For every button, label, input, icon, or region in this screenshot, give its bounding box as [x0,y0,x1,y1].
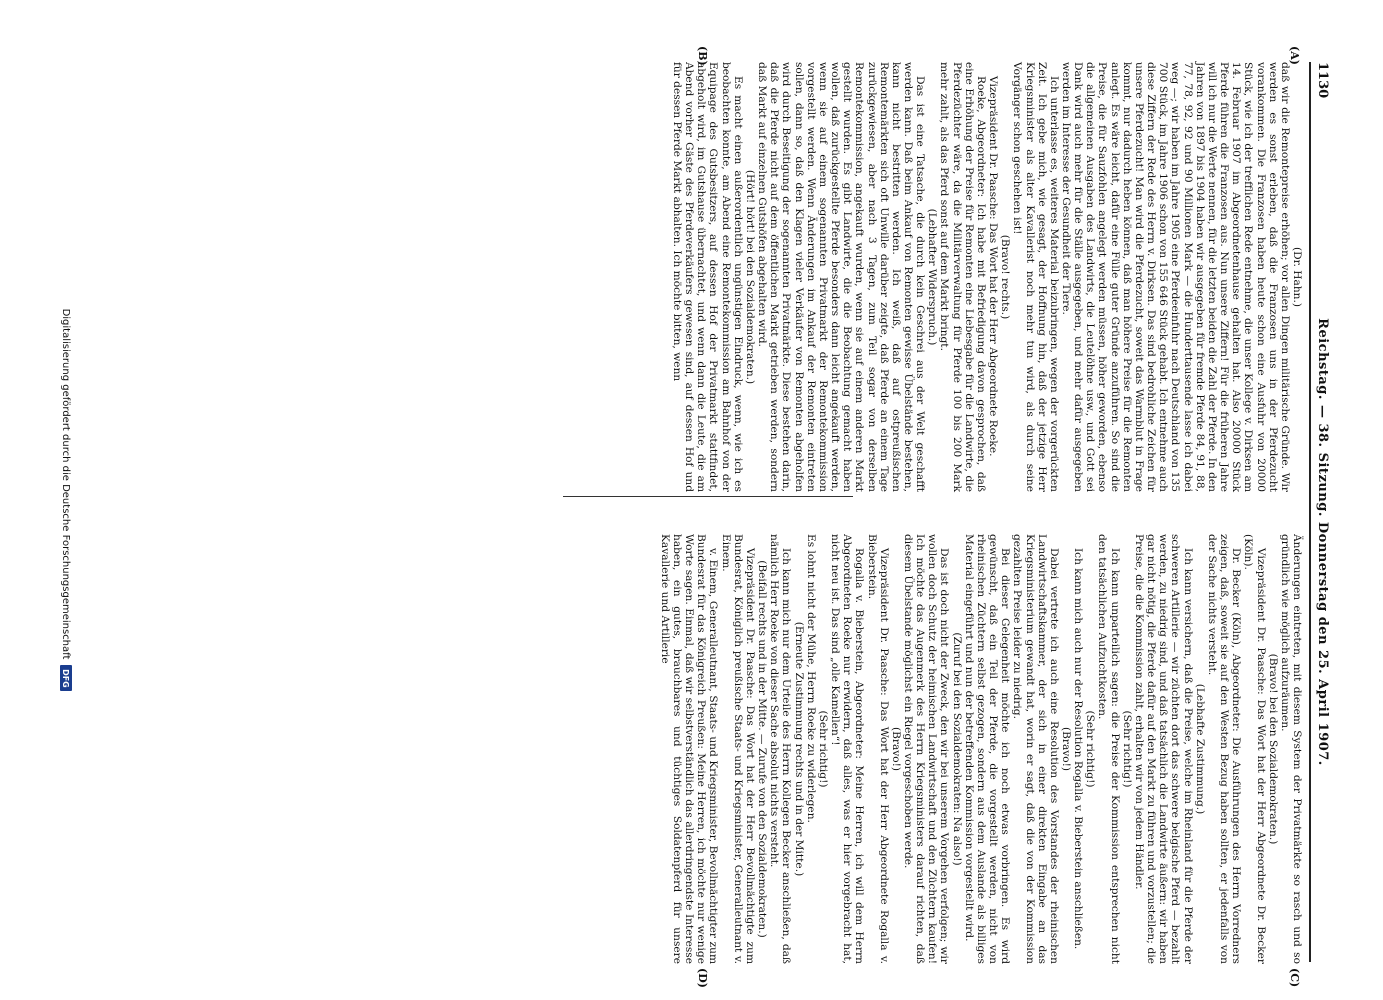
margin-letter-b: (B) [696,46,709,66]
paragraph: Vizepräsident Dr. Paasche: Das Wort hat der Herr Abgeordnete Rogalla v. Bieberstein. [865,534,890,964]
paragraph: Ich kann unparteilich sagen: die Preise der Kommission entsprechen nicht den tatsächlichen Aufzuchtkosten. [1096,534,1121,964]
column-divider [563,496,853,497]
paragraph: Vizepräsident Dr. Paasche: Das Wort hat der Herr Abgeordnete Roeke. [987,76,1000,457]
paragraph: (Dr. Hahn.) [1291,247,1303,307]
paragraph: (Sehr richtig!) [1120,710,1133,788]
paragraph: Ich kann versichern, daß die Preise, welche im Rheinland für die Pferde der schweren Artillerie — wir züchten dort das schwere belgische Pferd — bezahlt werden, zu niedrig sind, und daß tatsächlich die Landwirte äußern: wir haben gar nicht nötig, die Pferde dafür auf den Markt zu führen und vorzustellen; die Preise, die die Kommission zahlt, erhalten wir von jedem Händler. [1132,534,1194,964]
paragraph: Vizepräsident Dr. Paasche: Das Wort hat der Herr Bevollmächtigte zum Bundesrat, Königlich preußische Staats- und Kriegsminister, Generalleutnant v. Einem. [719,534,756,964]
paragraph: Bei dieser Gelegenheit möchte ich noch etwas vorbringen. Es wird gewünscht, daß ein Teil der Pferde, die vorgestellt werden, nicht von rheinischen Züchtern selbst gezogen, sondern aus dem Auslande als billiges Material eingeführt und nun der betreffenden Kommission vorgestellt wird. [962,534,1012,964]
paragraph: (Bravo!) [1060,726,1073,772]
dfg-logo: DFG [60,665,72,691]
paragraph: Das ist doch nicht der Zweck, den wir bei unserem Vorgehen verfolgen; wir wollen doch Schutz der heimischen Landwirtschaft und den Züchtern kaufen! Ich möchte das Augenmerk des Herrn Kriegsministers darauf richten, daß diesem Übelstande möglichst ein Riegel vorgeschoben werde. [902,534,951,964]
paragraph: (Bravo! bei den Sozialdemokraten.) [1266,653,1279,845]
page-number: 1130 [1315,62,1330,99]
paragraph: (Zuruf bei den Sozialdemokraten: Na also!) [950,632,963,866]
footer-text: Digitalisierung gefördert durch die Deutsche Forschungsgemeinschaft [60,308,72,660]
paragraph: (Lebhafte Zustimmung.) [1193,683,1206,815]
paragraph: Ich unterlasse es, weiteres Material beizubringen, wegen der vorgerückten Zeit. Ich gebe mich, wie gesagt, der Hoffnung hin, daß der jetzige Herr Kriegsminister als alter Kavallerist noch mehr tun wird, als durch seine Vorgänger schon geschehen ist! [1011,62,1060,492]
paragraph: (Beifall rechts und in der Mitte. — Zurufe von den Sozialdemokraten.) [756,560,769,938]
paragraph: (Bravo!) [889,726,902,772]
right-column [659,534,1303,964]
paragraph: Dr. Becker (Köln), Abgeordneter: Die Ausführungen des Herrn Vorredners zeigen, daß, soweit sie auf den Westen Bezug haben sollten, er jedenfalls von der Sache nichts versteht. [1205,534,1243,964]
paragraph: (Sehr richtig!) [1084,710,1097,788]
paragraph: Roeke, Abgeordneter: Ich habe mit Befriedigung davon gesprochen, daß eine Erhöhung der Preise für Remonten eine Liebesgabe für die Landwirte, die Pferdezüchter wäre, da die Militärverwaltung für Pferde 100 bis 200 Mark mehr zahlt, als das Pferd sonst auf dem Markt bringt. [938,62,987,492]
paragraph: Rogalla v. Bieberstein, Abgeordneter: Meine Herren, ich will dem Herrn Abgeordneten Roeke nur erwidern, daß alles, was er hier vorgebracht hat, nicht neu ist. Das sind „olle Kamellen“! [829,534,866,964]
margin-letter-c: (C) [1288,968,1301,988]
scanned-page [54,0,1349,1000]
paragraph: Ich kann mich auch nur der Resolution Rogalla v. Bieberstein anschließen. [1072,548,1085,950]
left-column [671,62,1303,492]
paragraph: Es macht einen außerordentlich ungünstigen Eindruck, wenn, wie ich es beobachten konnte, am Abend eine Remontekommission am Bahnhof von der Equipage des Gutsbesitzers, auf dessen Hof der Privatmarkt stattfindet, abgeholt wird, im Gutshause übernachtet, und wenn dann die Leute, die am Abend vorher Gäste des Pferdeverkäufers gewesen sind, auf dessen Hof und für dessen Pferde Markt abhalten. Ich möchte bitten, wenn [671,62,744,492]
paragraph: Vizepräsident Dr. Paasche: Das Wort hat der Herr Abgeordnete Dr. Becker (Köln). [1242,534,1267,964]
page-header [1315,62,1349,962]
paragraph: Das ist eine Tatsache, die durch kein Geschrei aus der Welt geschafft werden kann. Daß beim Ankauf von Remonten gewisse Übelstände bestehen, kann nicht bestritten werden. Ich weiß, daß auf ostpreußischen Remontemärkten sich oft Unwille darüber zeigte, daß Pferde an einem Tage zurückgewiesen, aber nach 3 Tagen, zum Teil sogar von derselben Remontekommission, angekauft wurden, wenn sie auf einem anderen Markt gestellt wurden. Es gibt Landwirte, die die Beobachtung gemacht haben wollen, daß zurückgestellte Pferde besonders dann leicht angekauft werden, wenn sie auf einem sogenannten Privatmarkt der Remontekommission vorgestellt werden. Wenn Änderungen im Ankauf der Remonten eintreten sollen, dann so, daß den Klagen vieler Verkäufer von Remonten abgeholfen wird durch Beseitigung der sogenannten Privatmärkte. Diese bestehen darin, daß die Pferde nicht auf dem öffentlichen Markt getrieben werden, sondern daß Markt auf einzelnen Gutshöfen abgehalten wird. [756,62,927,492]
paragraph: v. Einem, Generalleutnant, Staats- und Kriegsminister, Bevollmächtigter zum Bundesrat für das Königreich Preußen: Meine Herren, ich möchte nur wenige Worte sagen. Einmal, daß wir selbstverständlich das allerdringendste Interesse haben, ein gutes, brauchbares und tüchtiges Soldatenpferd für unsere Kavallerie und Artillerie [658,534,720,964]
paragraph: daß wir die Remontepreise erhöhen; vor allen Dingen militärische Gründe. Wir werden es sonst erleben, daß die Franzosen uns in der Pferdezucht vorankommen. Die Franzosen haben heute schon eine Ausfuhr von 20000 Stück, wie ich der trefflichen Rede entnehme, die unser Kollege v. Dirksen am 14. Februar 1907 im Abgeordnetenhause gehalten hat. Also 20000 Stück Pferde führen die Franzosen aus. Nun unsere Ziffern! Für die früheren Jahre will ich nur die Werte nennen, für die letzten beiden die Zahl der Pferde. In den Jahren von 1897 bis 1904 haben wir ausgegeben für fremde Pferde 84, 91, 88, 77, 78, 92, 92 und 90 Millionen Mark — die Hunderttausende lasse ich dabei weg —; wir haben im Jahre 1905 eine Pferdeeinfuhr nach Deutschland von 135 700 Stück, im Jahre 1906 schon von 155 646 Stück gehabt. Ich entnehme auch diese Ziffern der Rede des Herrn v. Dirksen. Das sind bedrohliche Zeichen für unsere Pferdezucht! Man wird die Pferdezucht, soweit das Warmblut in Frage kommt, nur dadurch heben können, daß man höhere Preise für die Remonten anlegt. Es wäre leicht, dafür eine Fülle guter Gründe anzuführen. So sind die Preise, die für Sauzfohlen angelegt werden müssen, höher geworden, ebenso die allgemeinen Ausgaben des Landwirts, die Leutelöhne usw., und Gott sei Dank wird auch mehr für die Ställe ausgegeben, und mehr dafür ausgegeben werden im Interesse der Gesundheit der Tiere. [1060,62,1291,492]
paragraph: (Erneute Zustimmung rechts und in der Mitte.) [792,621,805,877]
page-title: Reichstag. — 38. Sitzung. Donnerstag den 25. April 1907. [1315,318,1330,766]
paragraph: (Bravo! rechts.) [999,234,1012,320]
margin-letter-a: (A) [1288,46,1301,65]
paragraph: Dabei vertrete ich auch eine Resolution des Vorstandes der rheinischen Landwirtschaftskammer, der sich in einer direkten Eingabe an das Kriegsministerium gewandt hat, worin er sagt, daß die von der Kommission gezahlten Preise leider zu niedrig. [1011,534,1060,964]
header-rule [1309,62,1311,962]
paragraph: Es lohnt nicht der Mühe, Herrn Roeke zu widerlegen. [804,534,817,823]
paragraph: Änderungen eintreten, mit diesem System der Privatmärkte so rasch und so gründlich wie möglich aufzuräumen. [1278,534,1303,964]
paragraph: Ich kann mich nur dem Urteile des Herrn Kollegen Becker anschließen, daß nämlich Herr Roeke von dieser Sache absolut nichts versteht. [768,534,793,964]
digitization-footer [58,0,74,1000]
paragraph: (Sehr richtig!) [816,710,829,788]
paragraph: (Hört! hört! bei den Sozialdemokraten.) [743,169,756,385]
margin-letter-d: (D) [696,968,709,988]
paragraph: (Lebhafter Widerspruch.) [926,208,939,346]
